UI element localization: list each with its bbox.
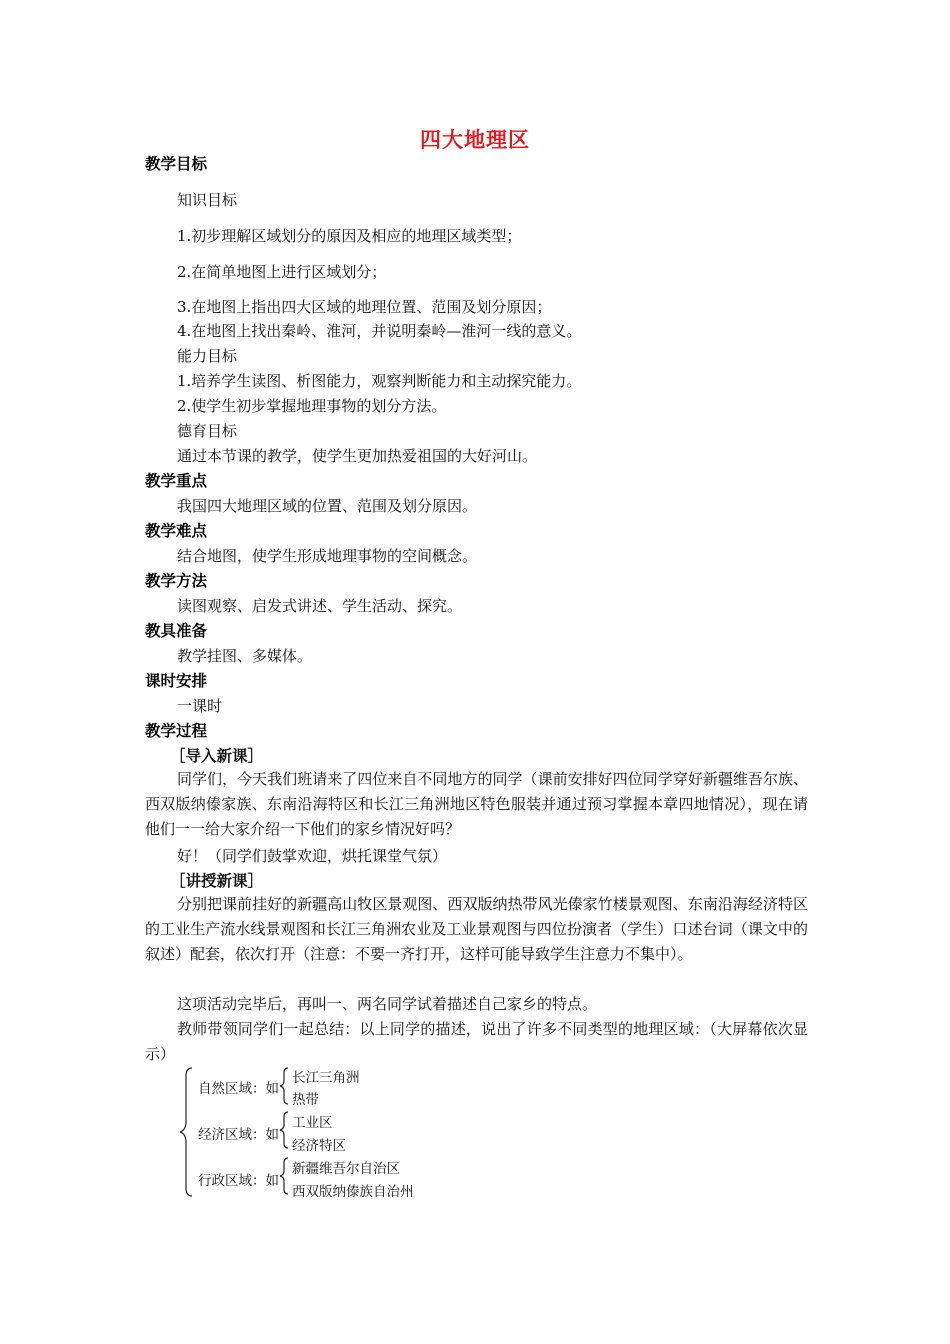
moral-heading: 德育目标: [177, 422, 238, 440]
teach-heading: ［讲授新课］: [170, 872, 264, 890]
knowledge-item: 4.在地图上找出秦岭、淮河，并说明秦岭—淮河一线的意义。: [177, 322, 582, 340]
group-label-natural: 自然区域：如: [198, 1081, 279, 1097]
heading-process: 教学过程: [145, 722, 208, 740]
tools-text: 教学挂图、多媒体。: [177, 647, 313, 665]
teach-paragraph-1: 分别把课前挂好的新疆高山牧区景观图、西双版纳热带风光傣家竹楼景观图、东南沿海经济特区的工业生产流水线景观图和长江三角洲农业及工业景观图与四位扮演者（学生）口述台词（课文中的叙述）配套，依次打开（注意：不要一齐打开，这样可能导致学生注意力不集中）。: [145, 895, 808, 963]
teach-paragraph-3: 教师带领同学们一起总结：以上同学的描述，说出了许多不同类型的地理区域：（大屏幕依次显示）: [145, 1020, 808, 1063]
teach-paragraph-2: 这项活动完毕后，再叫一、两名同学试着描述自己家乡的特点。: [177, 995, 598, 1013]
region-classification-diagram: [180, 1062, 440, 1202]
knowledge-item: 1.初步理解区域划分的原因及相应的地理区域类型；: [177, 227, 522, 245]
key-points-text: 我国四大地理区域的位置、范围及划分原因。: [177, 497, 478, 515]
heading-tools: 教具准备: [145, 622, 208, 640]
heading-difficulties: 教学难点: [145, 522, 208, 540]
methods-text: 读图观察、启发式讲述、学生活动、探究。: [177, 597, 463, 615]
group-brace: [280, 1158, 288, 1194]
group-label-administrative: 行政区域：如: [198, 1173, 279, 1189]
schedule-text: 一课时: [177, 697, 223, 715]
group-item: 长江三角洲: [292, 1070, 360, 1086]
intro-paragraph: 同学们，今天我们班请来了四位来自不同地方的同学（课前安排好四位同学穿好新疆维吾尔族、西双版纳傣家族、东南沿海特区和长江三角洲地区特色服装并通过预习掌握本章四地情况），现在请他们一一给大家介绍一下他们的家乡情况好吗？: [145, 770, 808, 838]
moral-text: 通过本节课的教学，使学生更加热爱祖国的大好河山。: [177, 447, 538, 465]
ability-item: 2.使学生初步掌握地理事物的划分方法。: [177, 397, 447, 415]
heading-schedule: 课时安排: [145, 672, 208, 690]
ability-heading: 能力目标: [177, 347, 238, 365]
group-brace: [280, 1112, 288, 1148]
group-brace: [280, 1068, 288, 1104]
group-item: 工业区: [292, 1115, 333, 1131]
heading-methods: 教学方法: [145, 572, 208, 590]
knowledge-heading: 知识目标: [177, 191, 238, 209]
group-item: 新疆维吾尔自治区: [292, 1161, 400, 1177]
difficulties-text: 结合地图，使学生形成地理事物的空间概念。: [177, 547, 478, 565]
intro-heading: ［导入新课］: [170, 747, 264, 765]
ability-item: 1.培养学生读图、析图能力，观察判断能力和主动探究能力。: [177, 372, 582, 390]
heading-objectives: 教学目标: [145, 155, 208, 173]
group-item: 热带: [292, 1092, 319, 1108]
heading-key-points: 教学重点: [145, 472, 208, 490]
intro-reply: 好！（同学们鼓掌欢迎，烘托课堂气氛）: [177, 847, 448, 865]
group-item: 西双版纳傣族自治州: [292, 1184, 414, 1200]
group-label-economic: 经济区域：如: [198, 1127, 279, 1143]
knowledge-item: 3.在地图上指出四大区域的地理位置、范围及划分原因；: [177, 298, 552, 316]
group-item: 经济特区: [292, 1138, 346, 1154]
knowledge-item: 2.在简单地图上进行区域划分；: [177, 263, 387, 281]
document-title: 四大地理区: [420, 128, 530, 152]
outer-brace: [180, 1068, 192, 1196]
